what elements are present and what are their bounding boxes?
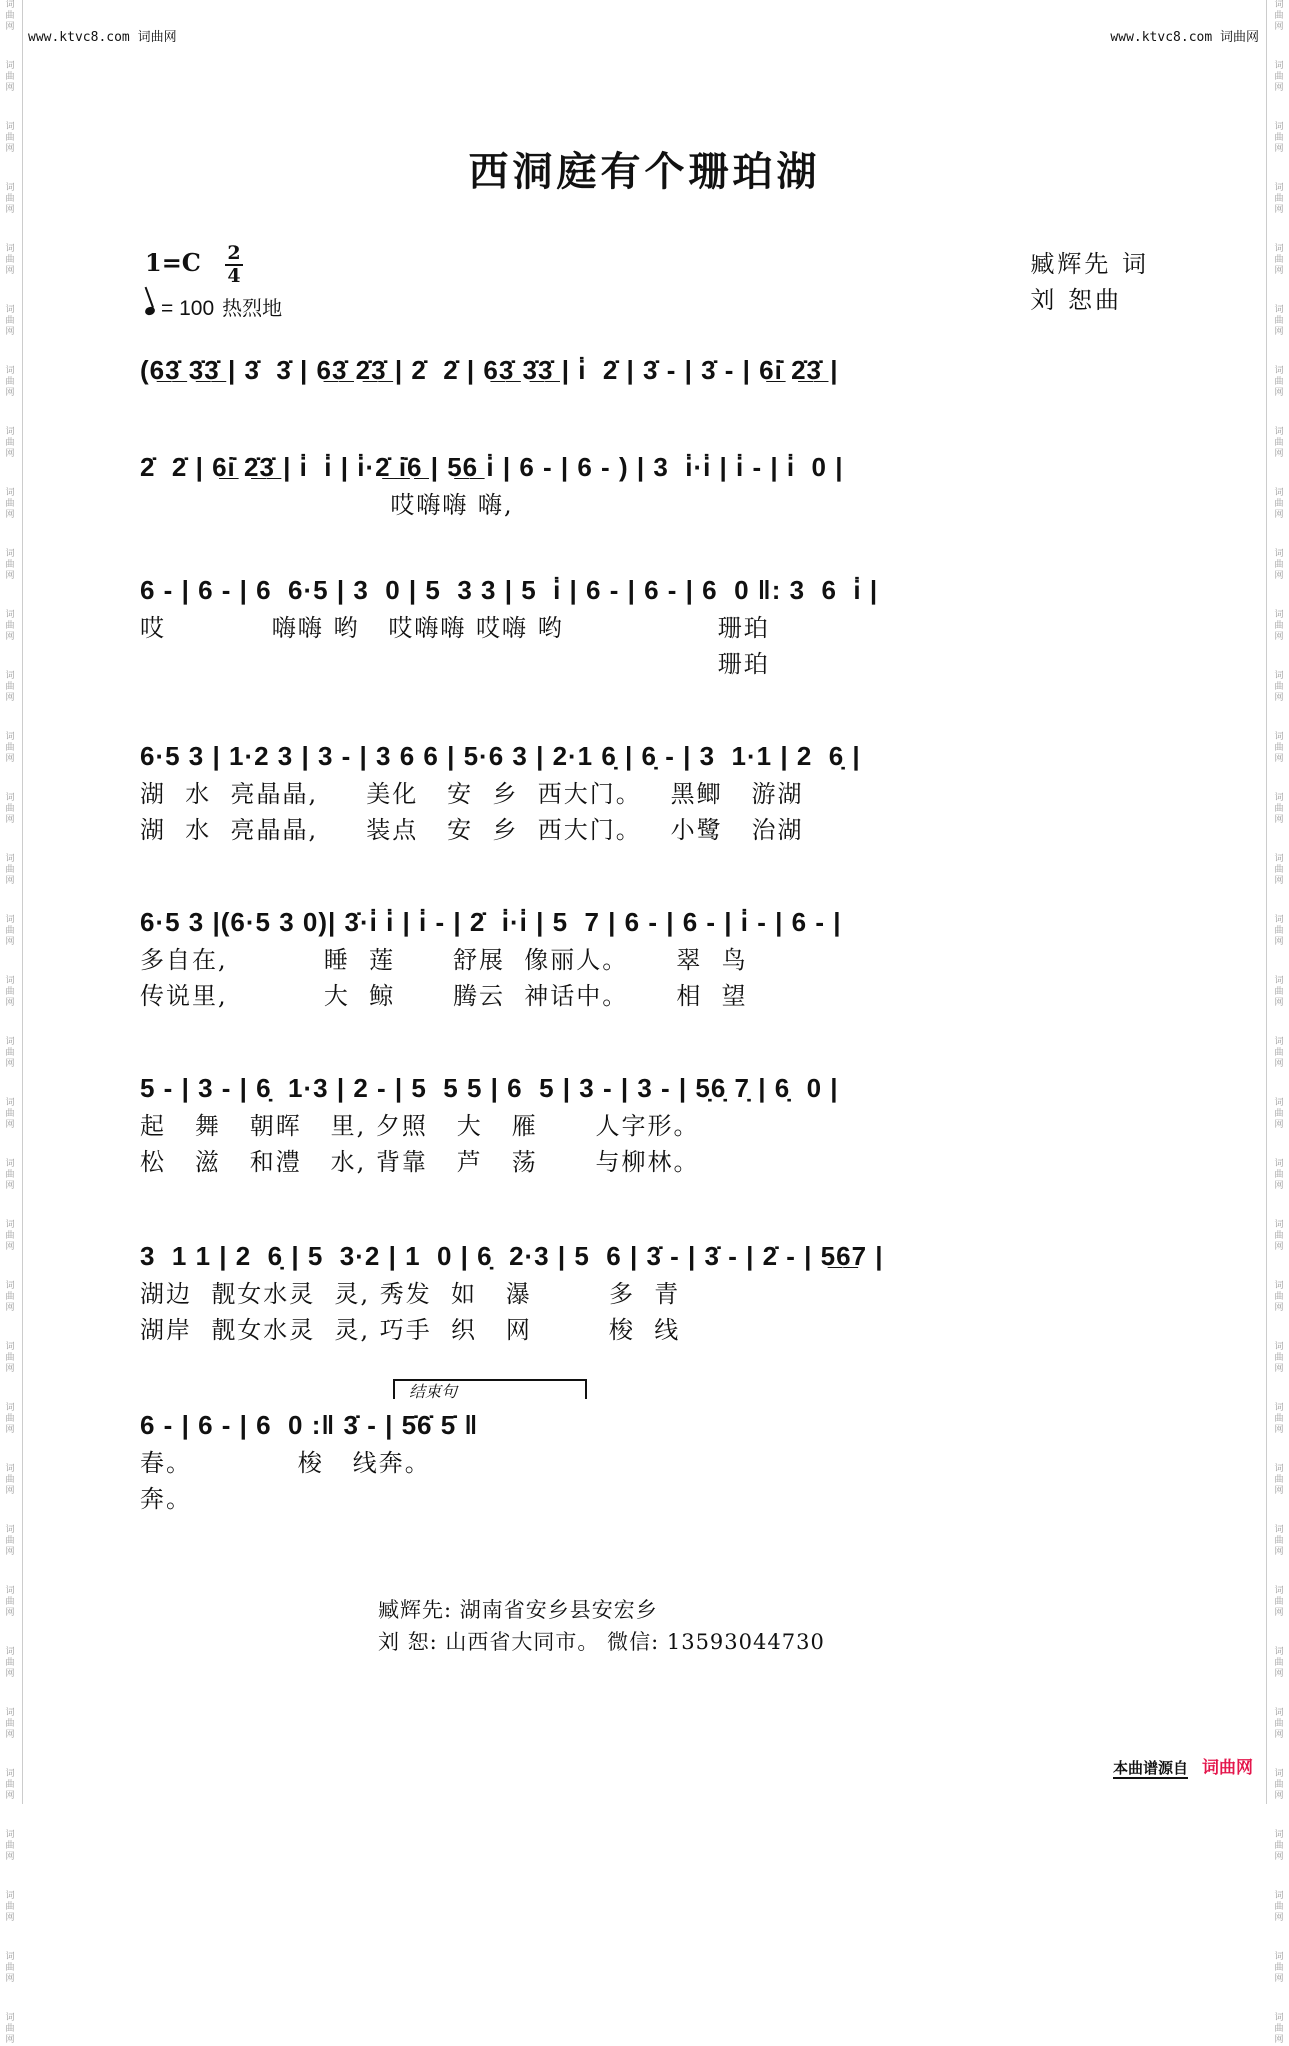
side-watermark-text: 词 曲 网 [1274, 732, 1284, 764]
side-watermark-text: 词 曲 网 [5, 427, 15, 459]
notation-row: 6·5 3 | 1·2 3 | 3 - | 3 6 6 | 5·6 3 | 2·1 6̣ | 6̣ - | 3 1·1 | 2 6̣ | [140, 741, 861, 771]
side-watermark-text: 词 曲 网 [1274, 305, 1284, 337]
notation-row: (6̲3̲̇ 3̲̇3̲̇ | 3̇ 3̇ | 6̲3̲̇ 2̲̇3̲̇ | 2̇ 2̇ | 6̲3̲̇ 3̲̇3̲̇ | i̇ 2̇ | 3̇ - | 3̇ - | 6̲i̲̇ 2̲̇3̲̇ | [140, 355, 839, 385]
side-watermark-text: 词 曲 网 [1274, 1159, 1284, 1191]
side-watermark-text: 词 曲 网 [5, 488, 15, 520]
side-watermark-text: 词 曲 网 [1274, 1464, 1284, 1496]
side-watermark-text: 词 曲 网 [5, 1098, 15, 1130]
side-watermark-text: 词 曲 网 [1274, 1098, 1284, 1130]
side-watermark-text: 词 曲 网 [1274, 976, 1284, 1008]
footer-line-1: 臧辉先: 湖南省安乡县安宏乡 [378, 1598, 658, 1622]
side-watermark-text: 词 曲 网 [5, 1525, 15, 1557]
lyric-row: 起 舞 朝晖 里, 夕照 大 雁 人字形。 [140, 1112, 700, 1140]
score-line [140, 902, 1160, 1014]
side-watermark-text: 词 曲 网 [5, 732, 15, 764]
lyric-row: 珊珀 [140, 650, 770, 678]
side-watermark-text: 词 曲 网 [1274, 1708, 1284, 1740]
key-signature: 1=C [145, 248, 201, 277]
site-header-left[interactable]: www.ktvc8.com 词曲网 [28, 30, 177, 45]
side-watermark-text: 词 曲 网 [5, 854, 15, 886]
side-watermark-text: 词 曲 网 [5, 366, 15, 398]
side-watermark-text: 词 曲 网 [5, 549, 15, 581]
side-watermark-text: 词 曲 网 [5, 1342, 15, 1374]
side-watermark-text: 词 曲 网 [1274, 1403, 1284, 1435]
side-watermark-text: 词 曲 网 [1274, 1037, 1284, 1069]
side-watermark-text: 词 曲 网 [1274, 1769, 1284, 1801]
side-watermark-text: 词 曲 网 [5, 0, 15, 32]
side-watermark-text: 词 曲 网 [1274, 1952, 1284, 1984]
side-watermark-text: 词 曲 网 [5, 1464, 15, 1496]
composer-credit: 刘 恕曲 [1030, 286, 1122, 314]
side-watermark-text: 词 曲 网 [1274, 366, 1284, 398]
side-watermark-text: 词 曲 网 [1274, 488, 1284, 520]
site-header-right[interactable]: www.ktvc8.com 词曲网 [1110, 30, 1259, 45]
side-watermark-text: 词 曲 网 [5, 1891, 15, 1923]
side-watermark-text: 词 曲 网 [1274, 549, 1284, 581]
side-watermark-text: 词 曲 网 [1274, 2013, 1284, 2045]
side-watermark-text: 词 曲 网 [5, 976, 15, 1008]
tempo-value: = 100 [161, 297, 215, 320]
quarter-note-icon [144, 306, 156, 317]
lyric-row: 湖岸 靓女水灵 灵, 巧手 织 网 梭 线 [140, 1316, 681, 1344]
side-watermark-text: 词 曲 网 [1274, 183, 1284, 215]
ending-bracket [393, 1379, 587, 1399]
side-watermark-text: 词 曲 网 [5, 305, 15, 337]
page-border-right [1266, 0, 1267, 1804]
side-watermark-text: 词 曲 网 [5, 610, 15, 642]
side-watermark-text: 词 曲 网 [1274, 671, 1284, 703]
side-watermark-text: 词 曲 网 [5, 1159, 15, 1191]
side-watermark-text: 词 曲 网 [1274, 1220, 1284, 1252]
side-watermark-text: 词 曲 网 [1274, 1342, 1284, 1374]
score-line [140, 1236, 1160, 1348]
lyricist-credit: 臧辉先 词 [1030, 250, 1149, 278]
notation-row: 5 - | 3 - | 6̣ 1·3 | 2 - | 5 5 5 | 6 5 | 3 - | 3 - | 5̣6̣ 7̣ | 6̣ 0 | [140, 1073, 839, 1103]
side-watermark-text: 词 曲 网 [1274, 854, 1284, 886]
side-watermark-text: 词 曲 网 [5, 1586, 15, 1618]
side-watermark-text: 词 曲 网 [1274, 1830, 1284, 1862]
tempo-expression: 热烈地 [222, 296, 283, 320]
side-watermark-text: 词 曲 网 [1274, 122, 1284, 154]
footer-line-2: 刘 恕: 山西省大同市。 微信: 13593044730 [378, 1630, 825, 1654]
lyric-row: 湖 水 亮晶晶, 美化 安 乡 西大门。 黑鲫 游湖 [140, 780, 804, 808]
lyric-row: 春。 梭 线奔。 [140, 1449, 431, 1477]
score-line [140, 736, 1160, 848]
side-watermark-text: 词 曲 网 [1274, 61, 1284, 93]
side-watermark-text: 词 曲 网 [5, 1403, 15, 1435]
notation-row: 6 - | 6 - | 6 0 :‖ 3̇ - | 5̇6̇ 5̇ ‖ [140, 1410, 479, 1440]
side-watermark-text: 词 曲 网 [5, 2013, 15, 2045]
score-line [140, 570, 1160, 682]
ending-label: 结束句 [409, 1382, 458, 1401]
side-watermark-text: 词 曲 网 [5, 61, 15, 93]
side-watermark-left [0, 0, 20, 2045]
lyric-row: 哎嗨嗨 嗨, [140, 491, 514, 519]
lyric-row: 松 滋 和澧 水, 背靠 芦 荡 与柳林。 [140, 1148, 700, 1176]
side-watermark-text: 词 曲 网 [1274, 915, 1284, 947]
score-line [140, 447, 1160, 523]
tempo-marking [145, 292, 282, 321]
source-watermark [1113, 1753, 1253, 1778]
lyric-row: 多自在, 睡 莲 舒展 像丽人。 翠 鸟 [140, 946, 748, 974]
page-border-left [22, 0, 23, 1804]
credits [1030, 246, 1149, 318]
side-watermark-text: 词 曲 网 [5, 183, 15, 215]
side-watermark-text: 词 曲 网 [1274, 244, 1284, 276]
watermark-source-label: 本曲谱源自 [1112, 1759, 1188, 1777]
notation-row: 3 1 1 | 2 6̣ | 5 3·2 | 1 0 | 6̣ 2·3 | 5 6 | 3̇ - | 3̇ - | 2̇ - | 5̲6̲7 | [140, 1241, 884, 1271]
side-watermark-text: 词 曲 网 [5, 793, 15, 825]
time-numerator: 2 [227, 242, 241, 264]
side-watermark-text: 词 曲 网 [1274, 1891, 1284, 1923]
side-watermark-text: 词 曲 网 [1274, 1647, 1284, 1679]
song-title: 西洞庭有个珊珀湖 [468, 148, 821, 195]
score-line [140, 1382, 1160, 1517]
lyric-row: 湖 水 亮晶晶, 装点 安 乡 西大门。 小鹭 治湖 [140, 816, 804, 844]
side-watermark-text: 词 曲 网 [5, 1952, 15, 1984]
side-watermark-text: 词 曲 网 [5, 122, 15, 154]
notation-row: 2̇ 2̇ | 6̲i̲̇ 2̲̇3̲̇ | i̇ i̇ | i̇·2̲̇ i̲̇6̲ | 5̲6̲ i̇ | 6 - | 6 - ) | 3 i̇·i̇ | i̇ - | i̇ 0 | [140, 452, 844, 482]
side-watermark-text: 词 曲 网 [1274, 793, 1284, 825]
side-watermark-text: 词 曲 网 [5, 1647, 15, 1679]
side-watermark-text: 词 曲 网 [5, 1281, 15, 1313]
score-line [140, 350, 1160, 390]
side-watermark-text: 词 曲 网 [5, 1769, 15, 1801]
side-watermark-text: 词 曲 网 [5, 915, 15, 947]
lyric-row: 哎 嗨嗨 哟 哎嗨嗨 哎嗨 哟 珊珀 [140, 614, 770, 642]
side-watermark-text: 词 曲 网 [5, 671, 15, 703]
side-watermark-text: 词 曲 网 [1274, 1586, 1284, 1618]
lyric-row: 传说里, 大 鲸 腾云 神话中。 相 望 [140, 982, 748, 1010]
side-watermark-right [1269, 0, 1289, 2045]
lyric-row: 奔。 [140, 1485, 192, 1513]
side-watermark-text: 词 曲 网 [1274, 0, 1284, 32]
time-denominator: 4 [227, 265, 241, 287]
score-line [140, 1068, 1160, 1180]
side-watermark-text: 词 曲 网 [5, 1037, 15, 1069]
side-watermark-text: 词 曲 网 [1274, 1525, 1284, 1557]
side-watermark-text: 词 曲 网 [5, 244, 15, 276]
notation-row: 6 - | 6 - | 6 6·5 | 3 0 | 5 3 3 | 5 i̇ | 6 - | 6 - | 6 0 ‖: 3 6 i̇ | [140, 575, 879, 605]
side-watermark-text: 词 曲 网 [1274, 610, 1284, 642]
side-watermark-text: 词 曲 网 [5, 1708, 15, 1740]
watermark-brand[interactable]: 词曲网 [1202, 1758, 1253, 1778]
side-watermark-text: 词 曲 网 [1274, 427, 1284, 459]
side-watermark-text: 词 曲 网 [5, 1830, 15, 1862]
time-signature [225, 244, 243, 286]
notation-row: 6·5 3 |(6·5 3 0)| 3̇·i̇ i̇ | i̇ - | 2̇ i̇·i̇ | 5 7 | 6 - | 6 - | i̇ - | 6 - | [140, 907, 842, 937]
side-watermark-text: 词 曲 网 [1274, 1281, 1284, 1313]
side-watermark-text: 词 曲 网 [5, 1220, 15, 1252]
lyric-row: 湖边 靓女水灵 灵, 秀发 如 瀑 多 青 [140, 1280, 681, 1308]
